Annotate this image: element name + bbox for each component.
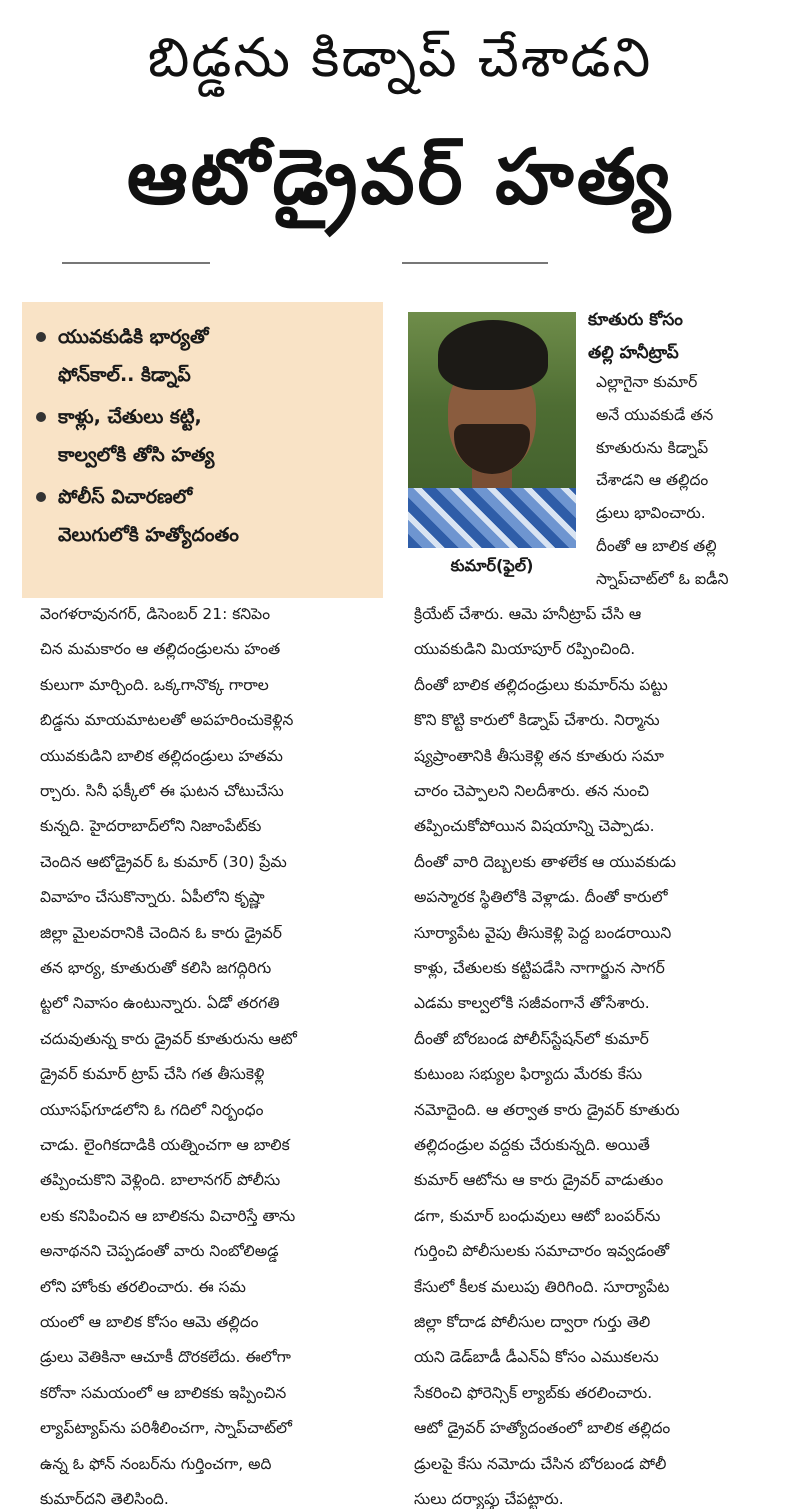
article-line: యువకుడిని మియాపూర్ రప్పించింది. <box>414 640 636 659</box>
highlight-line: యువకుడికి భార్యతో <box>58 326 209 348</box>
article-line: చిన మమకారం ఆ తల్లిదండ్రులను హంత <box>40 640 281 659</box>
article-line: ల్యాప్‌ట్యాప్‌ను పరిశీలించగా, స్నాప్‌చాట్‌లో <box>40 1419 293 1438</box>
article-line: కుటుంబ సభ్యుల ఫిర్యాదు మేరకు కేసు <box>414 1065 643 1084</box>
article-line: కొని కొట్టి కారులో కిడ్నాప్ చేశారు. నిర్మాను <box>414 711 660 730</box>
article-line: బిడ్డను మాయమాటలతో అపహరించుకెళ్లిన <box>40 711 294 730</box>
article-line: చేశాడని ఆ తల్లిదం <box>596 471 709 490</box>
headline-line-1: బిడ్డను కిడ్నాప్ చేశాడని <box>147 26 653 89</box>
sidebar-heading-line: తల్లి హనీట్రాప్ <box>588 343 679 363</box>
article-line: కులుగా మార్చింది. ఒక్కగానొక్క గారాల <box>40 675 269 694</box>
highlight-item <box>36 398 375 474</box>
article-line: డ్రులు భావించారు. <box>596 504 706 523</box>
article-line: కుమార్ ఆటోను ఆ కారు డ్రైవర్ వాడుతుం <box>414 1171 664 1190</box>
article-line: యువకుడిని బాలిక తల్లిదండ్రులు హతమ <box>40 746 283 765</box>
highlight-line: కాళ్లు, చేతులు కట్టి, <box>58 406 202 428</box>
article-line: చదువుతున్న కారు డ్రైవర్ కూతురును ఆటో <box>40 1029 297 1048</box>
article-line: చెందిన ఆటోడ్రైవర్ ఓ కుమార్ (30) ప్రేమ <box>40 852 287 871</box>
article-line: జిల్లా మైలవరానికి చెందిన ఓ కారు డ్రైవర్ <box>40 923 282 942</box>
article-line: దీంతో బాలిక తల్లిదండ్రులు కుమార్‌ను పట్టు <box>414 675 668 694</box>
article-line: ష్యప్రాంతానికి తీసుకెళ్లి తన కూతురు సమా <box>414 746 665 765</box>
article-line: దీంతో బోరబండ పోలీస్‌స్టేషన్‌లో కుమార్ <box>414 1029 649 1048</box>
article-line: అనాథనని చెప్పడంతో వారు నింబోలిఅడ్డ <box>40 1242 279 1261</box>
highlight-item <box>36 318 375 394</box>
article-line: స్నాప్‌చాట్‌లో ఓ ఐడీని <box>596 569 729 588</box>
article-line: ట్టలో నివాసం ఉంటున్నారు. ఏడో తరగతి <box>40 994 280 1013</box>
highlight-item <box>36 478 375 554</box>
article-line: అనే యువకుడే తన <box>596 405 714 424</box>
article-line: అపస్మారక స్థితిలోకి వెళ్లాడు. దీంతో కారులో <box>414 888 668 907</box>
article-line: లోని హోంకు తరలించారు. ఈ సమ <box>40 1277 246 1296</box>
article-line: వెంగళరావునగర్, డిసెంబర్ 21: కనిపెం <box>40 605 271 623</box>
article-line: చారం చెప్పాలని నిలదీశారు. తన నుంచి <box>414 782 649 800</box>
article-line: యంలో ఆ బాలిక కోసం ఆమె తల్లిదం <box>40 1313 259 1331</box>
article-line: నమోదైంది. ఆ తర్వాత కారు డ్రైవర్ కూతురు <box>414 1100 680 1119</box>
article-line: కుమార్‌దని తెలిసింది. <box>40 1490 169 1508</box>
article-line: చాడు. లైంగికదాడికి యత్నించగా ఆ బాలిక <box>40 1136 290 1154</box>
highlight-line: కాల్వలోకి తోసి హత్య <box>58 444 215 466</box>
photo-caption: కుమార్(ఫైల్) <box>450 556 534 575</box>
article-line: కరోనా సమయంలో ఆ బాలికకు ఇప్పించిన <box>40 1383 287 1402</box>
kumar-photo <box>408 312 576 548</box>
article-line: దీంతో వారి దెబ్బలకు తాళలేక ఆ యువకుడు <box>414 852 676 871</box>
highlight-line: ఫోన్‌కాల్.. కిడ్నాప్ <box>58 364 191 386</box>
article-line: ఎల్లాగైనా కుమార్ <box>596 373 698 391</box>
article-line: డగా, కుమార్ బంధువులు ఆటో బంపర్‌ను <box>414 1206 661 1225</box>
article-line: దీంతో ఆ బాలిక తల్లి <box>596 537 717 555</box>
article-line: యూసఫ్‌గూడలోని ఓ గదిలో నిర్బంధం <box>40 1100 264 1119</box>
headline-line-2: ఆటోడ్రైవర్ హత్య <box>126 132 674 221</box>
sidebar-heading <box>588 304 683 370</box>
article-line: సులు దర్యాప్తు చేపట్టారు. <box>414 1490 564 1508</box>
headline-rule-right <box>402 262 548 264</box>
article-line: యని డెడ్‌బాడీ డీఎన్ఏ కోసం ఎముకలను <box>414 1348 659 1367</box>
article-line: కున్నది. హైదరాబాద్‌లోని నిజాంపేట్‌కు <box>40 817 262 836</box>
bullet-icon <box>36 332 46 342</box>
article-line: వివాహం చేసుకొన్నారు. ఏపీలోని కృష్ణా <box>40 888 265 907</box>
highlights-box <box>22 302 383 598</box>
article-line: డ్రైవర్ కుమార్ ట్రాప్ చేసి గత తీసుకెళ్లి <box>40 1065 265 1084</box>
article-line: క్రియేట్ చేశారు. ఆమె హనీట్రాప్ చేసి ఆ <box>414 605 642 623</box>
article-line: గుర్తించి పోలీసులకు సమాచారం ఇవ్వడంతో <box>414 1242 670 1261</box>
article-line: ఆటో డ్రైవర్ హత్యోదంతంలో బాలిక తల్లిదం <box>414 1419 671 1438</box>
sidebar-heading-line: కూతురు కోసం <box>588 310 683 330</box>
bullet-icon <box>36 412 46 422</box>
article-line: సేకరించి ఫోరెన్సిక్ ల్యాబ్‌కు తరలించారు. <box>414 1383 653 1402</box>
article-line: తప్పించుకోపోయిన విషయాన్ని చెప్పాడు. <box>414 817 655 836</box>
article-line: తప్పించుకొని వెళ్లింది. బాలానగర్ పోలీసు <box>40 1171 281 1190</box>
article-line: ర్చారు. సినీ ఫక్కీలో ఈ ఘటన చోటుచేసు <box>40 782 284 800</box>
bullet-icon <box>36 492 46 502</box>
article-line: కాళ్లు, చేతులకు కట్టిపడేసి నాగార్జున సాగర్ <box>414 959 665 977</box>
article-line: కూతురును కిడ్నాప్ <box>596 438 709 457</box>
article-line: తన భార్య, కూతురుతో కలిసి జగద్గిరిగు <box>40 959 272 977</box>
headline-rule-left <box>62 262 210 264</box>
article-line: జిల్లా కోదాడ పోలీసుల ద్వారా గుర్తు తెలి <box>414 1313 651 1331</box>
article-line: తల్లిదండ్రుల వద్దకు చేరుకున్నది. అయితే <box>414 1136 650 1154</box>
article-line: ఎడమ కాల్వలోకి సజీవంగానే తోసేశారు. <box>414 994 650 1013</box>
article-line: ఉన్న ఓ ఫోన్ నంబర్‌ను గుర్తించగా, అది <box>40 1454 272 1473</box>
article-line: కేసులో కీలక మలుపు తిరిగింది. సూర్యాపేట <box>414 1277 670 1296</box>
article-line: సూర్యాపేట వైపు తీసుకెళ్లి పెద్ద బండరాయిని <box>414 923 672 942</box>
highlight-line: పోలీస్ విచారణలో <box>58 486 193 508</box>
article-line: డ్రులు వెతికినా ఆచూకీ దొరకలేదు. ఈలోగా <box>40 1348 291 1367</box>
article-line: డ్రులపై కేసు నమోదు చేసిన బోరబండ పోలీ <box>414 1454 667 1473</box>
highlight-line: వెలుగులోకి హత్యోదంతం <box>58 524 239 546</box>
article-line: లకు కనిపించిన ఆ బాలికను విచారిస్తే తాను <box>40 1206 296 1225</box>
